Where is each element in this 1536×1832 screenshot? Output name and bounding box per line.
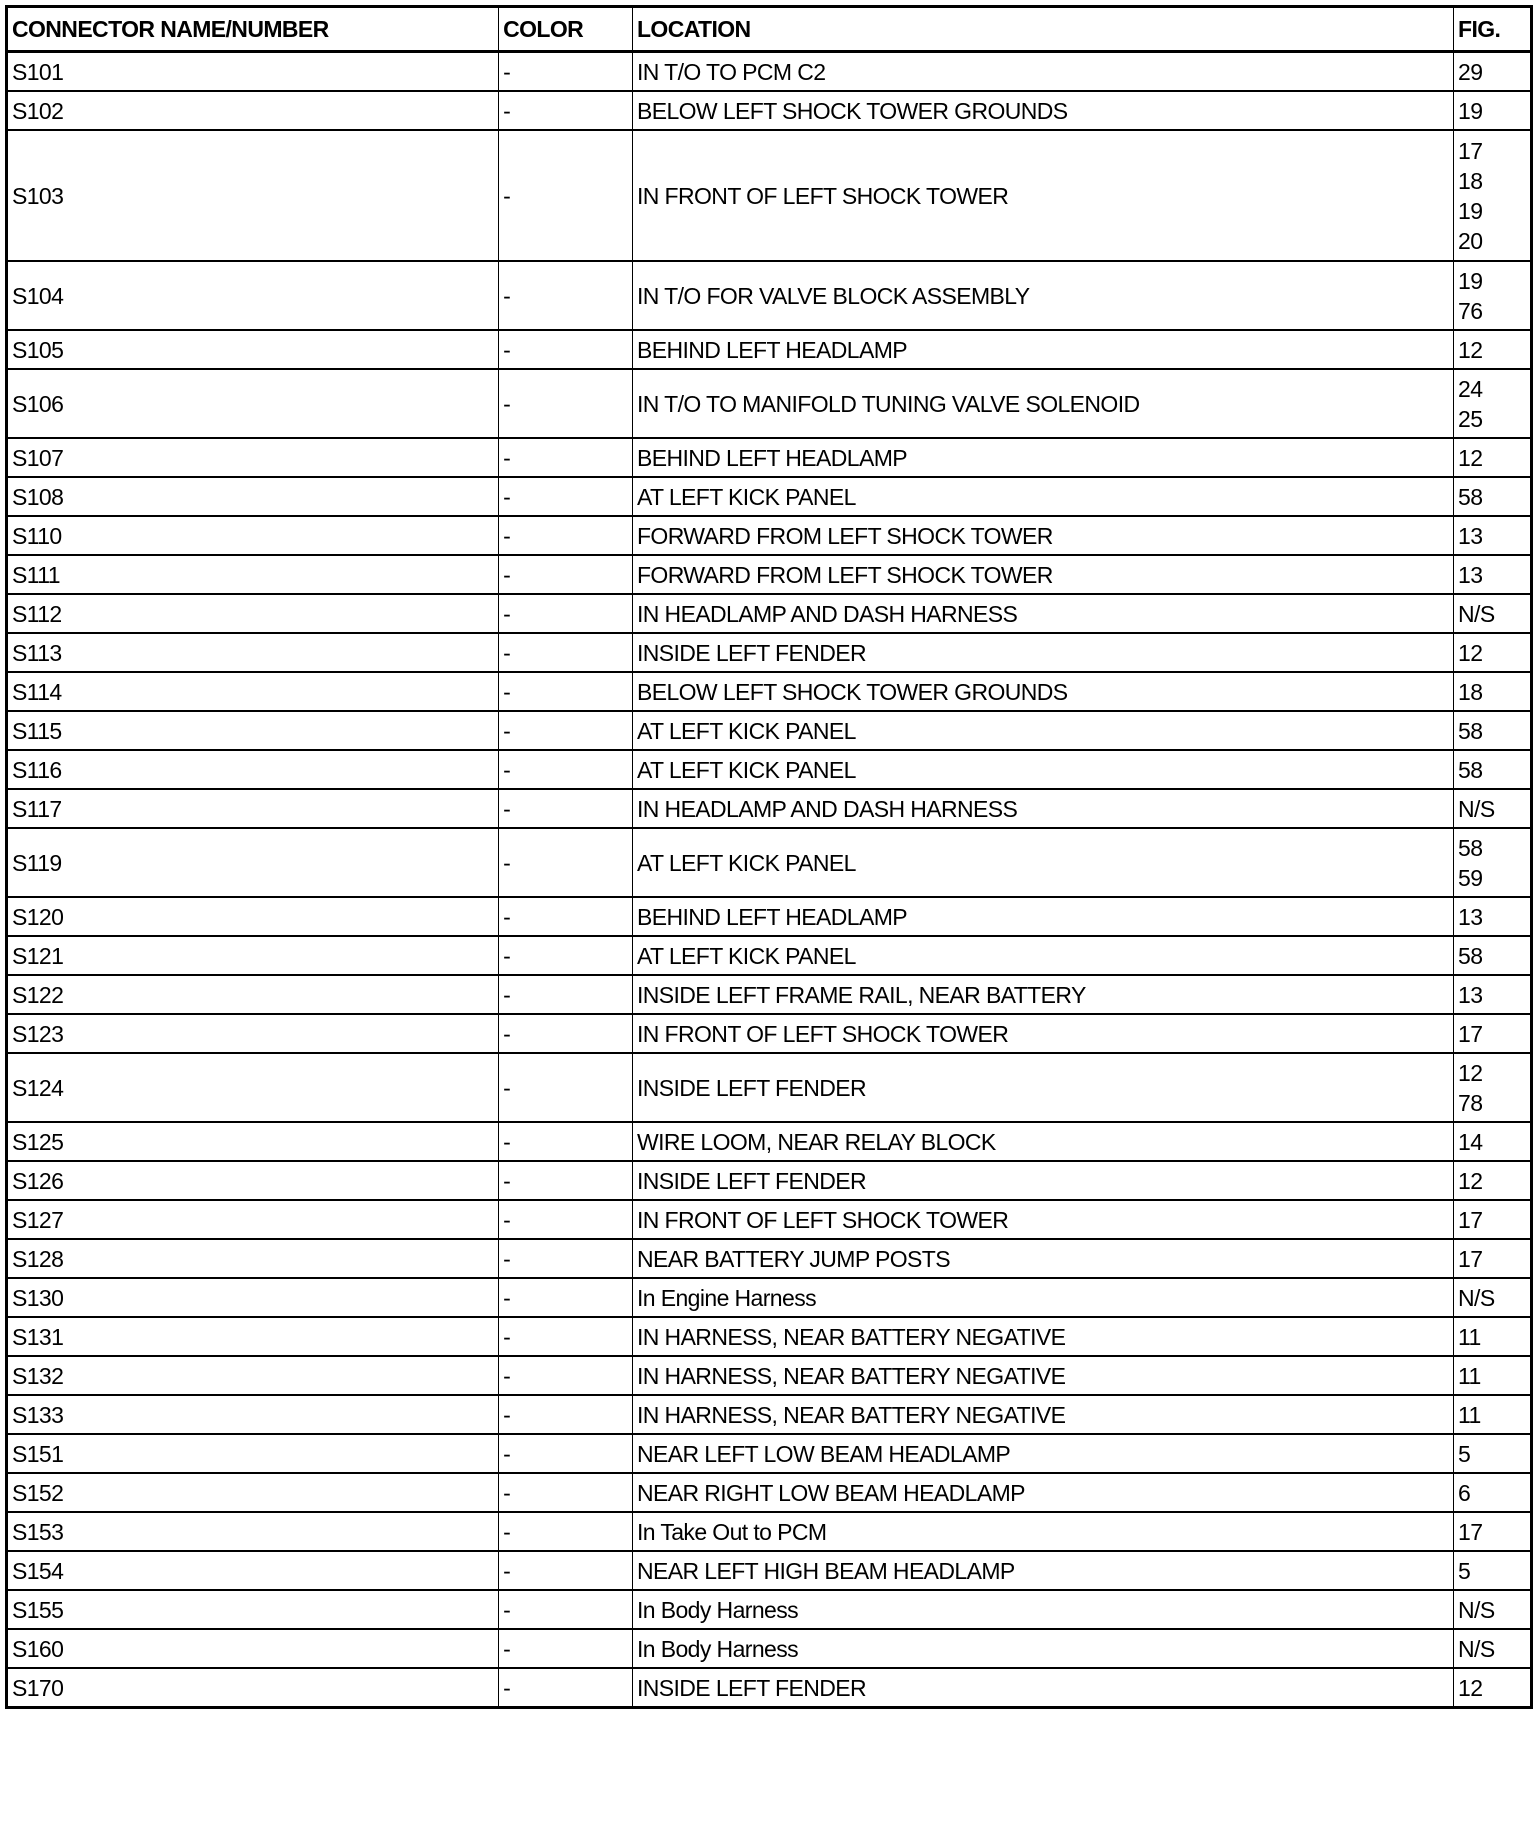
color-cell: - <box>499 711 633 750</box>
fig-cell: 29 <box>1454 52 1532 92</box>
location-cell: IN FRONT OF LEFT SHOCK TOWER <box>632 130 1453 261</box>
fig-cell: 14 <box>1454 1122 1532 1161</box>
color-cell: - <box>499 975 633 1014</box>
connector-name-cell: S130 <box>7 1278 499 1317</box>
connector-name-cell: S132 <box>7 1356 499 1395</box>
connector-name-cell: S128 <box>7 1239 499 1278</box>
table-row <box>7 1590 1532 1629</box>
color-cell: - <box>499 369 633 438</box>
header-row <box>7 7 1532 52</box>
fig-cell: 17 <box>1454 1014 1532 1053</box>
table-row <box>7 633 1532 672</box>
location-cell: IN T/O FOR VALVE BLOCK ASSEMBLY <box>632 261 1453 330</box>
connector-name-cell: S170 <box>7 1668 499 1708</box>
fig-cell: N/S <box>1454 789 1532 828</box>
color-cell: - <box>499 1239 633 1278</box>
fig-cell: 58 <box>1454 477 1532 516</box>
fig-cell: 17 <box>1454 1512 1532 1551</box>
location-cell: AT LEFT KICK PANEL <box>632 936 1453 975</box>
location-cell: In Take Out to PCM <box>632 1512 1453 1551</box>
color-cell: - <box>499 936 633 975</box>
location-cell: NEAR BATTERY JUMP POSTS <box>632 1239 1453 1278</box>
connector-name-cell: S125 <box>7 1122 499 1161</box>
fig-cell: 5 <box>1454 1551 1532 1590</box>
table-row <box>7 52 1532 92</box>
table-row <box>7 369 1532 438</box>
fig-cell: N/S <box>1454 1590 1532 1629</box>
table-row <box>7 828 1532 897</box>
location-cell: BEHIND LEFT HEADLAMP <box>632 438 1453 477</box>
location-cell: INSIDE LEFT FENDER <box>632 1161 1453 1200</box>
fig-cell: 58 <box>1454 936 1532 975</box>
fig-cell: 11 <box>1454 1317 1532 1356</box>
connector-name-cell: S108 <box>7 477 499 516</box>
color-cell: - <box>499 477 633 516</box>
table-row <box>7 438 1532 477</box>
table-row <box>7 91 1532 130</box>
color-cell: - <box>499 1317 633 1356</box>
fig-cell: 6 <box>1454 1473 1532 1512</box>
color-cell: - <box>499 897 633 936</box>
color-cell: - <box>499 789 633 828</box>
fig-cell: 12 <box>1454 1161 1532 1200</box>
fig-cell: 24 25 <box>1454 369 1532 438</box>
fig-cell: 13 <box>1454 516 1532 555</box>
table-row <box>7 555 1532 594</box>
location-cell: IN HARNESS, NEAR BATTERY NEGATIVE <box>632 1395 1453 1434</box>
table-row <box>7 516 1532 555</box>
fig-cell: 12 78 <box>1454 1053 1532 1122</box>
location-cell: NEAR LEFT HIGH BEAM HEADLAMP <box>632 1551 1453 1590</box>
color-cell: - <box>499 52 633 92</box>
fig-cell: 19 <box>1454 91 1532 130</box>
location-cell: In Engine Harness <box>632 1278 1453 1317</box>
location-cell: INSIDE LEFT FENDER <box>632 633 1453 672</box>
table-row <box>7 130 1532 261</box>
table-row <box>7 1161 1532 1200</box>
connector-name-cell: S126 <box>7 1161 499 1200</box>
location-cell: INSIDE LEFT FRAME RAIL, NEAR BATTERY <box>632 975 1453 1014</box>
connector-name-cell: S155 <box>7 1590 499 1629</box>
color-cell: - <box>499 130 633 261</box>
table-row <box>7 261 1532 330</box>
color-cell: - <box>499 1629 633 1668</box>
color-cell: - <box>499 438 633 477</box>
fig-cell: N/S <box>1454 1278 1532 1317</box>
connector-name-cell: S104 <box>7 261 499 330</box>
fig-cell: 17 <box>1454 1200 1532 1239</box>
fig-cell: 19 76 <box>1454 261 1532 330</box>
connector-name-cell: S122 <box>7 975 499 1014</box>
connector-name-cell: S115 <box>7 711 499 750</box>
connector-name-cell: S101 <box>7 52 499 92</box>
location-cell: IN HEADLAMP AND DASH HARNESS <box>632 789 1453 828</box>
location-cell: WIRE LOOM, NEAR RELAY BLOCK <box>632 1122 1453 1161</box>
fig-cell: 17 18 19 20 <box>1454 130 1532 261</box>
color-cell: - <box>499 1512 633 1551</box>
table-row <box>7 897 1532 936</box>
location-cell: BEHIND LEFT HEADLAMP <box>632 330 1453 369</box>
fig-cell: 58 <box>1454 711 1532 750</box>
table-row <box>7 1434 1532 1473</box>
location-cell: FORWARD FROM LEFT SHOCK TOWER <box>632 516 1453 555</box>
table-row <box>7 936 1532 975</box>
connector-name-cell: S123 <box>7 1014 499 1053</box>
table-body <box>7 52 1532 1708</box>
table-row <box>7 330 1532 369</box>
color-cell: - <box>499 594 633 633</box>
connector-name-cell: S154 <box>7 1551 499 1590</box>
color-cell: - <box>499 1473 633 1512</box>
location-cell: AT LEFT KICK PANEL <box>632 711 1453 750</box>
connector-name-cell: S119 <box>7 828 499 897</box>
fig-cell: 12 <box>1454 330 1532 369</box>
fig-cell: 5 <box>1454 1434 1532 1473</box>
connector-name-cell: S103 <box>7 130 499 261</box>
header-color: COLOR <box>499 7 633 52</box>
location-cell: IN FRONT OF LEFT SHOCK TOWER <box>632 1200 1453 1239</box>
table-row <box>7 1551 1532 1590</box>
color-cell: - <box>499 1434 633 1473</box>
table-row <box>7 1317 1532 1356</box>
connector-name-cell: S102 <box>7 91 499 130</box>
location-cell: NEAR RIGHT LOW BEAM HEADLAMP <box>632 1473 1453 1512</box>
fig-cell: 12 <box>1454 438 1532 477</box>
connector-name-cell: S116 <box>7 750 499 789</box>
location-cell: IN FRONT OF LEFT SHOCK TOWER <box>632 1014 1453 1053</box>
color-cell: - <box>499 1590 633 1629</box>
location-cell: FORWARD FROM LEFT SHOCK TOWER <box>632 555 1453 594</box>
table-row <box>7 1053 1532 1122</box>
color-cell: - <box>499 750 633 789</box>
connector-name-cell: S124 <box>7 1053 499 1122</box>
fig-cell: 13 <box>1454 897 1532 936</box>
location-cell: AT LEFT KICK PANEL <box>632 750 1453 789</box>
connector-name-cell: S110 <box>7 516 499 555</box>
connector-name-cell: S153 <box>7 1512 499 1551</box>
color-cell: - <box>499 672 633 711</box>
fig-cell: 58 59 <box>1454 828 1532 897</box>
table-row <box>7 1122 1532 1161</box>
connector-name-cell: S107 <box>7 438 499 477</box>
fig-cell: 11 <box>1454 1356 1532 1395</box>
location-cell: AT LEFT KICK PANEL <box>632 828 1453 897</box>
color-cell: - <box>499 1122 633 1161</box>
fig-cell: 13 <box>1454 555 1532 594</box>
connector-name-cell: S127 <box>7 1200 499 1239</box>
table-row <box>7 1239 1532 1278</box>
color-cell: - <box>499 330 633 369</box>
color-cell: - <box>499 1014 633 1053</box>
table-row <box>7 1512 1532 1551</box>
table-row <box>7 1014 1532 1053</box>
location-cell: IN T/O TO MANIFOLD TUNING VALVE SOLENOID <box>632 369 1453 438</box>
table-row <box>7 1629 1532 1668</box>
connector-name-cell: S151 <box>7 1434 499 1473</box>
fig-cell: 17 <box>1454 1239 1532 1278</box>
connector-name-cell: S106 <box>7 369 499 438</box>
connector-name-cell: S160 <box>7 1629 499 1668</box>
fig-cell: N/S <box>1454 1629 1532 1668</box>
location-cell: IN HEADLAMP AND DASH HARNESS <box>632 594 1453 633</box>
table-row <box>7 1356 1532 1395</box>
table-row <box>7 1473 1532 1512</box>
location-cell: IN HARNESS, NEAR BATTERY NEGATIVE <box>632 1317 1453 1356</box>
connector-name-cell: S152 <box>7 1473 499 1512</box>
table-row <box>7 1278 1532 1317</box>
table-row <box>7 789 1532 828</box>
table-row <box>7 711 1532 750</box>
location-cell: IN HARNESS, NEAR BATTERY NEGATIVE <box>632 1356 1453 1395</box>
connector-name-cell: S120 <box>7 897 499 936</box>
location-cell: NEAR LEFT LOW BEAM HEADLAMP <box>632 1434 1453 1473</box>
header-connector-name: CONNECTOR NAME/NUMBER <box>7 7 499 52</box>
color-cell: - <box>499 1278 633 1317</box>
location-cell: IN T/O TO PCM C2 <box>632 52 1453 92</box>
table-row <box>7 1668 1532 1708</box>
connector-name-cell: S112 <box>7 594 499 633</box>
fig-cell: 18 <box>1454 672 1532 711</box>
color-cell: - <box>499 1668 633 1708</box>
connector-table <box>5 5 1533 1709</box>
connector-name-cell: S121 <box>7 936 499 975</box>
fig-cell: 58 <box>1454 750 1532 789</box>
color-cell: - <box>499 828 633 897</box>
color-cell: - <box>499 1356 633 1395</box>
table-row <box>7 750 1532 789</box>
fig-cell: 12 <box>1454 633 1532 672</box>
location-cell: BEHIND LEFT HEADLAMP <box>632 897 1453 936</box>
color-cell: - <box>499 555 633 594</box>
color-cell: - <box>499 1161 633 1200</box>
connector-name-cell: S133 <box>7 1395 499 1434</box>
table-row <box>7 975 1532 1014</box>
location-cell: INSIDE LEFT FENDER <box>632 1053 1453 1122</box>
table-row <box>7 477 1532 516</box>
color-cell: - <box>499 261 633 330</box>
color-cell: - <box>499 91 633 130</box>
header-location: LOCATION <box>632 7 1453 52</box>
color-cell: - <box>499 1200 633 1239</box>
fig-cell: 13 <box>1454 975 1532 1014</box>
header-fig: FIG. <box>1454 7 1532 52</box>
color-cell: - <box>499 516 633 555</box>
fig-cell: 12 <box>1454 1668 1532 1708</box>
location-cell: In Body Harness <box>632 1629 1453 1668</box>
fig-cell: N/S <box>1454 594 1532 633</box>
connector-name-cell: S114 <box>7 672 499 711</box>
table-row <box>7 594 1532 633</box>
location-cell: BELOW LEFT SHOCK TOWER GROUNDS <box>632 672 1453 711</box>
color-cell: - <box>499 633 633 672</box>
connector-name-cell: S113 <box>7 633 499 672</box>
location-cell: In Body Harness <box>632 1590 1453 1629</box>
color-cell: - <box>499 1395 633 1434</box>
table-row <box>7 672 1532 711</box>
table-row <box>7 1200 1532 1239</box>
connector-name-cell: S117 <box>7 789 499 828</box>
connector-name-cell: S105 <box>7 330 499 369</box>
table-row <box>7 1395 1532 1434</box>
connector-name-cell: S131 <box>7 1317 499 1356</box>
location-cell: BELOW LEFT SHOCK TOWER GROUNDS <box>632 91 1453 130</box>
connector-name-cell: S111 <box>7 555 499 594</box>
fig-cell: 11 <box>1454 1395 1532 1434</box>
location-cell: INSIDE LEFT FENDER <box>632 1668 1453 1708</box>
color-cell: - <box>499 1551 633 1590</box>
color-cell: - <box>499 1053 633 1122</box>
location-cell: AT LEFT KICK PANEL <box>632 477 1453 516</box>
